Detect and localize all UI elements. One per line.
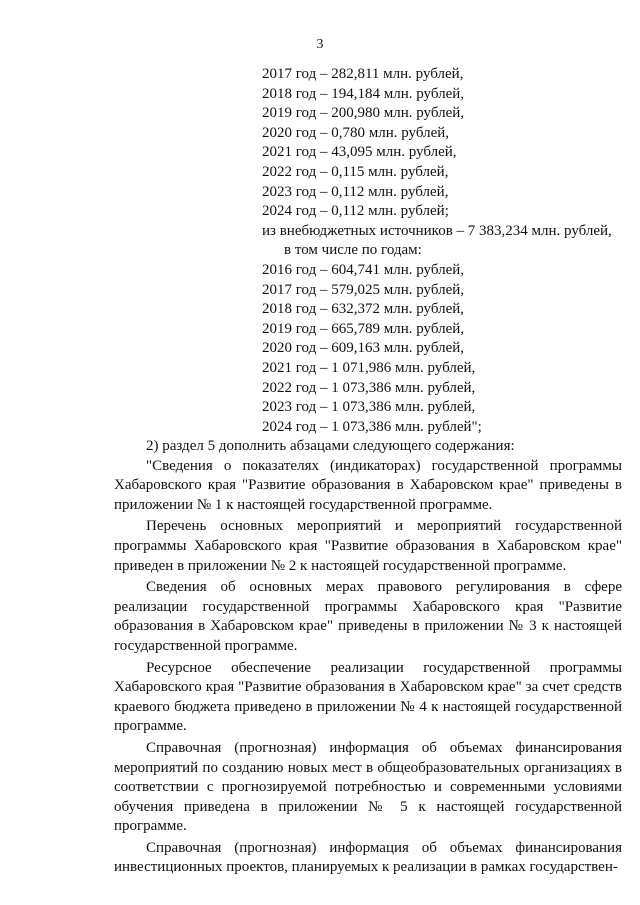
body-text (114, 437, 622, 880)
extrabudget-line-2017: 2017 год – 579,025 млн. рублей, (262, 281, 465, 298)
extrabudget-line-2016: 2016 год – 604,741 млн. рублей, (262, 261, 465, 278)
funding-line-2019: 2019 год – 200,980 млн. рублей, (262, 105, 465, 122)
funding-line-2023: 2023 год – 0,112 млн. рублей, (262, 183, 449, 200)
funding-line-2020: 2020 год – 0,780 млн. рублей, (262, 124, 450, 141)
extrabudget-line-2024: 2024 год – 1 073,386 млн. рублей"; (262, 418, 482, 435)
extrabudget-line-2018: 2018 год – 632,372 млн. рублей, (262, 301, 465, 318)
funding-line-2017: 2017 год – 282,811 млн. рублей, (262, 66, 464, 82)
paragraph-appendix-2: Перечень основных мероприятий и мероприятий государственной программы Хабаровского края "Развитие образования в Хабаровском крае" приведен в приложении № 2 к настоящей государственной программе. (114, 518, 622, 574)
extrabudget-line-2022: 2022 год – 1 073,386 млн. рублей, (262, 379, 476, 396)
paragraph-investment: Справочная (прогнозная) информация об объемах финансирования инвестиционных проектов, планируемых к реализации в рамках государствен- (114, 839, 622, 876)
extrabudget-line-2023: 2023 год – 1 073,386 млн. рублей, (262, 399, 476, 416)
extrabudget-line-2020: 2020 год – 609,163 млн. рублей, (262, 340, 465, 357)
paragraph-appendix-4: Ресурсное обеспечение реализации государственной программы Хабаровского края "Развитие образования в Хабаровском крае" за счет средств краевого бюджета приведено в приложении № 4 к настоящей государственной программе. (114, 659, 622, 735)
extrabudget-line-2019: 2019 год – 665,789 млн. рублей, (262, 320, 465, 337)
paragraph-section-5: 2) раздел 5 дополнить абзацами следующего содержания: (146, 438, 515, 454)
by-years-label: в том числе по годам: (284, 242, 422, 259)
funding-line-2022: 2022 год – 0,115 млн. рублей, (262, 163, 449, 180)
page-number: 3 (316, 37, 324, 52)
funding-line-2018: 2018 год – 194,184 млн. рублей, (262, 85, 465, 102)
paragraph-appendix-5: Справочная (прогнозная) информация об объемах финансирования мероприятий по созданию новых мест в общеобразовательных организациях в соответствии с прогнозируемой потребностью и современными условиями обучения приведена в приложении № 5 к настоящей государственной программе. (114, 739, 622, 835)
paragraph-appendix-3: Сведения об основных мерах правового регулирования в сфере реализации государственной программы Хабаровского края "Развитие образования в Хабаровском крае" приведены в приложении № 3 к настоящей государственной программе. (114, 579, 622, 654)
funding-line-2021: 2021 год – 43,095 млн. рублей, (262, 144, 457, 161)
funding-breakdown (262, 65, 612, 437)
funding-line-2024: 2024 год – 0,112 млн. рублей; (262, 203, 449, 220)
extrabudget-line-2021: 2021 год – 1 071,986 млн. рублей, (262, 359, 476, 376)
extrabudget-header: из внебюджетных источников – 7 383,234 млн. рублей, (262, 222, 612, 239)
paragraph-appendix-1: "Сведения о показателях (индикаторах) государственной программы Хабаровского края "Развитие образования в Хабаровском крае" приведены в приложении № 1 к настоящей государственной программе. (114, 457, 622, 513)
